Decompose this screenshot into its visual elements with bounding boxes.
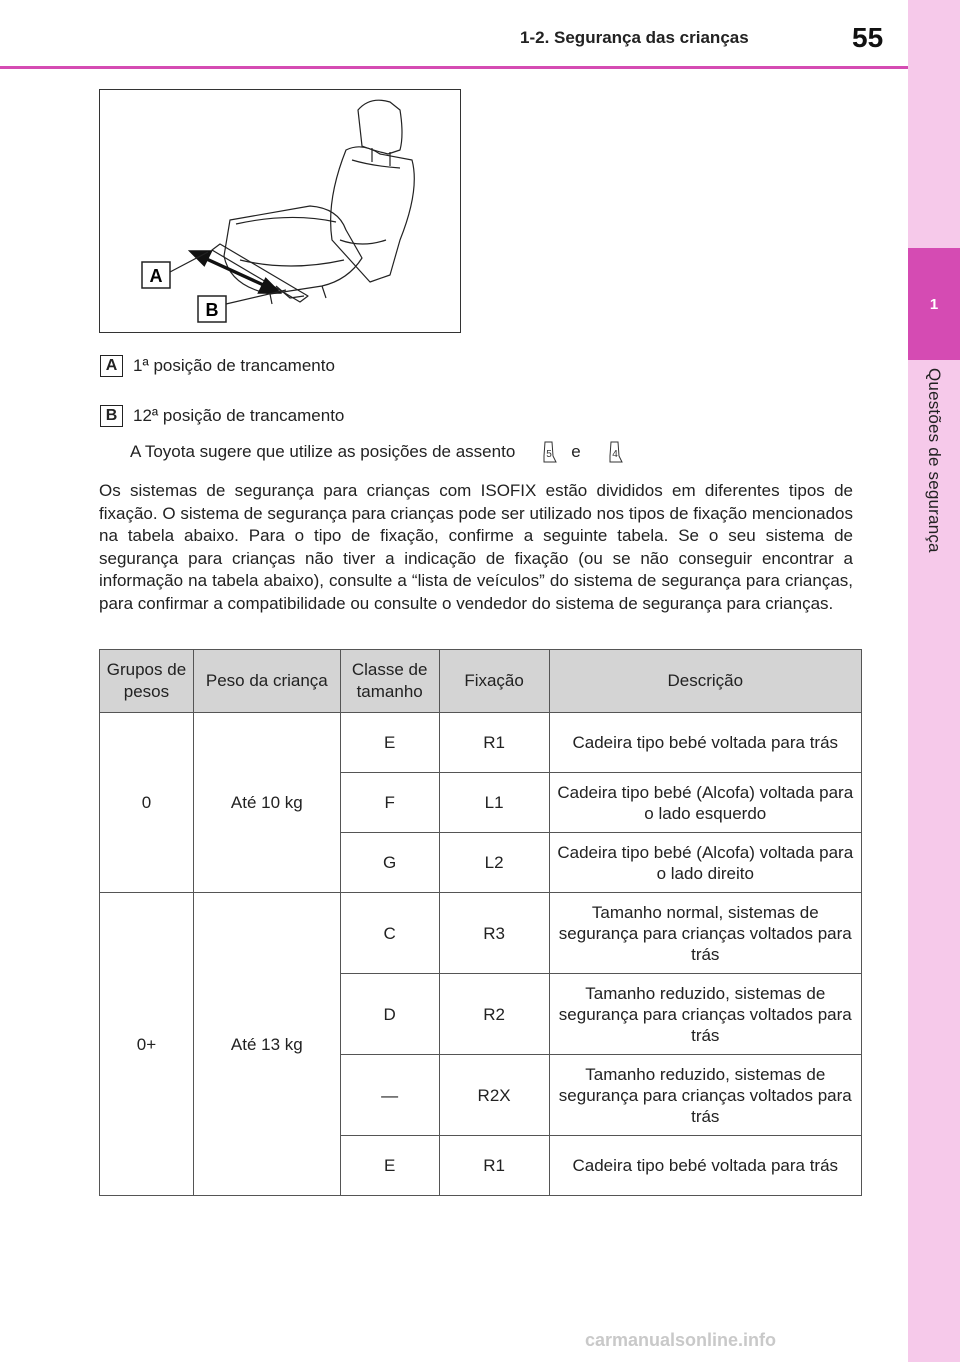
- group-cell: 0+: [100, 893, 194, 1196]
- class-cell: C: [340, 893, 439, 974]
- class-cell: F: [340, 773, 439, 833]
- badge-b: B: [100, 405, 123, 427]
- class-cell: G: [340, 833, 439, 893]
- table-row: [100, 713, 862, 773]
- seat-number-b: 4: [611, 449, 618, 460]
- page-number: 55: [852, 22, 884, 53]
- weight-cell: Até 10 kg: [193, 713, 340, 893]
- legend-item-b: [100, 405, 344, 427]
- class-cell: —: [340, 1055, 439, 1136]
- chapter-number: 1: [908, 248, 960, 360]
- badge-a: A: [100, 355, 123, 377]
- fixation-cell: R2: [439, 974, 549, 1055]
- fixation-cell: R1: [439, 713, 549, 773]
- seat-drawing: [100, 90, 460, 332]
- section-title: 1-2. Segurança das crianças: [520, 28, 749, 47]
- seat-position-icon: [605, 440, 625, 464]
- seat-position-note: [130, 440, 625, 464]
- col-header: Fixação: [439, 650, 549, 713]
- col-header: Peso da criança: [193, 650, 340, 713]
- legend-item-a: [100, 355, 335, 377]
- header-rule: [0, 66, 908, 69]
- description-cell: Tamanho reduzido, sistemas de segurança para crianças voltados para trás: [549, 974, 861, 1055]
- chapter-title: Questões de segurança: [925, 367, 944, 553]
- watermark: carmanualsonline.info: [585, 1330, 777, 1350]
- table-row: [100, 893, 862, 974]
- isofix-paragraph: Os sistemas de segurança para crianças com ISOFIX estão divididos em diferentes tipos de fixação. O sistema de segurança para crianças pode ser utilizado nos tipos de fixação mencionados na tabela abaixo. Para o tipo de fixação, confirme a seguinte tabela. Se o seu sistema de segurança para crianças não tiver a indicação de fixação (ou se não conseguir encontrar a informação na tabela abaixo), consulte a “lista de veículos” do sistema de segurança para crianças, para confirmar a compatibilidade ou consulte o vendedor do sistema de segurança para crianças.: [99, 481, 853, 613]
- fixation-cell: L2: [439, 833, 549, 893]
- fixation-cell: R3: [439, 893, 549, 974]
- col-header: Classe de tamanho: [340, 650, 439, 713]
- fixation-cell: R1: [439, 1136, 549, 1196]
- callout-a: A: [149, 266, 163, 286]
- col-header: Grupos de pesos: [100, 650, 194, 713]
- group-cell: 0: [100, 713, 194, 893]
- weight-cell: Até 13 kg: [193, 893, 340, 1196]
- seat-illustration: [99, 89, 461, 333]
- legend-text-a: 1ª posição de trancamento: [133, 356, 335, 375]
- legend-text-b: 12ª posição de trancamento: [133, 406, 345, 425]
- note-conjunction: e: [571, 442, 581, 461]
- description-cell: Cadeira tipo bebé (Alcofa) voltada para o lado direito: [549, 833, 861, 893]
- description-cell: Tamanho normal, sistemas de segurança para crianças voltados para trás: [549, 893, 861, 974]
- note-text: A Toyota sugere que utilize as posições de assento: [130, 442, 516, 461]
- isofix-table: [99, 649, 862, 1196]
- seat-position-icon: [539, 440, 559, 464]
- class-cell: E: [340, 713, 439, 773]
- class-cell: E: [340, 1136, 439, 1196]
- col-header: Descrição: [549, 650, 861, 713]
- callout-b: B: [205, 300, 219, 320]
- fixation-cell: L1: [439, 773, 549, 833]
- seat-number-a: 5: [546, 449, 553, 460]
- description-cell: Cadeira tipo bebé (Alcofa) voltada para o lado esquerdo: [549, 773, 861, 833]
- table-header-row: [100, 650, 862, 713]
- description-cell: Cadeira tipo bebé voltada para trás: [549, 1136, 861, 1196]
- description-cell: Cadeira tipo bebé voltada para trás: [549, 713, 861, 773]
- side-tab: [908, 0, 960, 1362]
- description-cell: Tamanho reduzido, sistemas de segurança para crianças voltados para trás: [549, 1055, 861, 1136]
- fixation-cell: R2X: [439, 1055, 549, 1136]
- class-cell: D: [340, 974, 439, 1055]
